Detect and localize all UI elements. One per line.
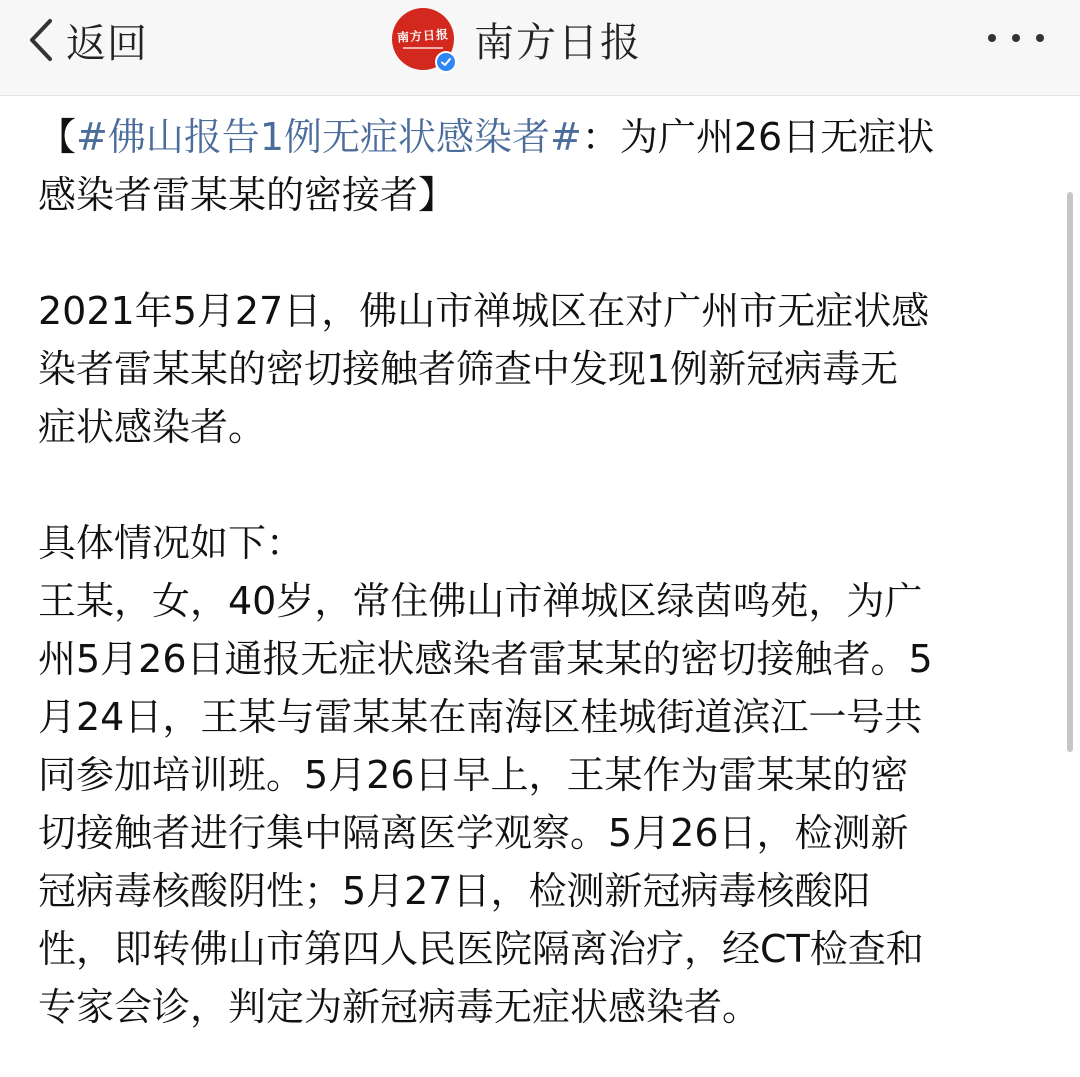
paragraph-line: 月24日，王某与雷某某在南海区桂城街道滨江一号共 [38,695,923,739]
paragraph-line: 专家会诊，判定为新冠病毒无症状感染者。 [38,985,761,1029]
avatar-logo-text: 南方日报 [396,27,450,45]
paragraph-2 [38,514,1050,1036]
paragraph-line: 具体情况如下： [38,521,305,565]
topic-hashtag-link[interactable]: #佛山报告1例无症状感染者# [76,115,582,159]
back-label: 返回 [66,20,148,67]
paragraph-line: 染者雷某某的密切接触者筛查中发现1例新冠病毒无 [38,347,899,391]
paragraph-1 [38,282,1050,456]
paragraph-line: 症状感染者。 [38,405,267,449]
article-title [38,108,1050,224]
more-button[interactable] [988,30,1044,46]
paragraph-line: 性，即转佛山市第四人民医院隔离治疗，经CT检查和 [38,927,924,971]
paragraph-spacer [38,456,1050,514]
article-content [38,108,1050,1036]
paragraph-line: 州5月26日通报无症状感染者雷某某的密切接触者。5 [38,637,933,681]
account-header[interactable] [392,6,642,72]
paragraph-line: 切接触者进行集中隔离医学观察。5月26日，检测新 [38,811,909,855]
title-line-1 [38,108,1050,166]
paragraph-line: 王某，女，40岁，常住佛山市禅城区绿茵鸣苑，为广 [38,579,923,623]
title-close-bracket: 】 [418,173,457,217]
more-horizontal-icon [988,34,996,42]
title-line-2-text: 感染者雷某某的密接者 [38,173,419,217]
verified-badge-icon [435,51,457,73]
nav-bar [0,0,1080,96]
vertical-scrollbar[interactable] [1067,192,1073,752]
title-line-1-text: ：为广州26日无症状 [581,115,935,159]
account-name[interactable]: 南方日报 [474,19,642,66]
paragraph-line: 2021年5月27日，佛山市禅城区在对广州市无症状感 [38,289,930,333]
avatar-logo-stripe [403,47,443,49]
paragraph-line: 同参加培训班。5月26日早上，王某作为雷某某的密 [38,753,909,797]
paragraph-line: 冠病毒核酸阴性；5月27日，检测新冠病毒核酸阳 [38,869,871,913]
back-button[interactable] [26,14,148,66]
more-horizontal-icon [1036,34,1044,42]
more-horizontal-icon [1012,34,1020,42]
title-open-bracket: 【 [38,115,77,159]
title-line-2 [38,166,1050,224]
paragraph-spacer [38,224,1050,282]
avatar[interactable] [392,8,454,70]
chevron-left-icon [26,17,56,63]
